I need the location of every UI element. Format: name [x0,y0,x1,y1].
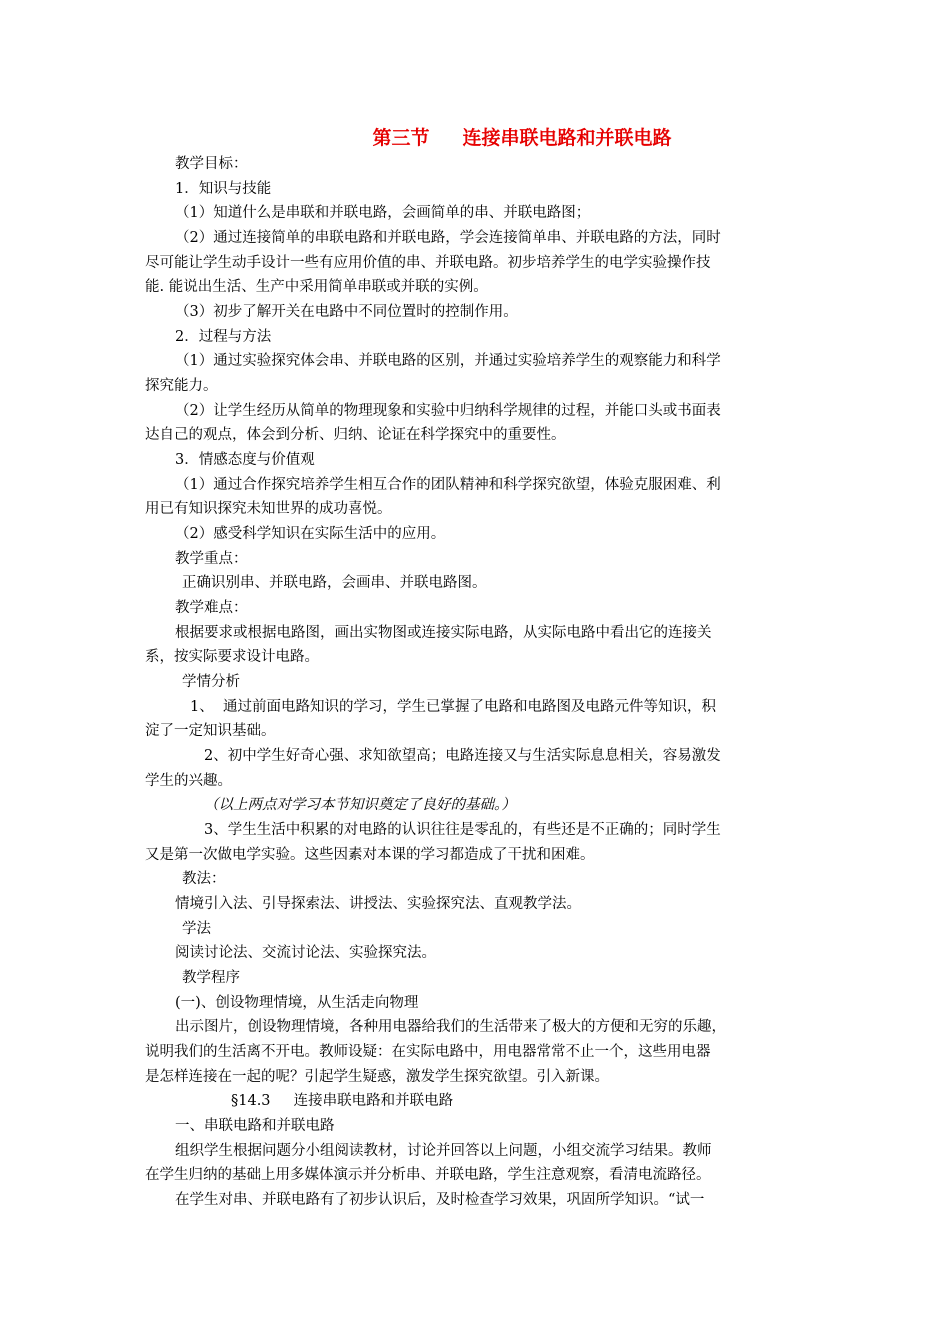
text-line-3: （1）知道什么是串联和并联电路，会画简单的串、并联电路图； [175,205,591,221]
text-line-22: 学情分析 [182,674,240,690]
text-line-42: 在学生归纳的基础上用多媒体演示并分析串、并联电路，学生注意观察，看清电流路径。 [145,1167,711,1183]
text-line-32: 学法 [182,921,211,937]
text-line-43: 在学生对串、并联电路有了初步认识后，及时检查学习效果，巩固所学知识。“试一 [175,1192,705,1208]
text-line-38: 是怎样连接在一起的呢？引起学生疑惑，激发学生探究欲望。引入新课。 [145,1069,609,1085]
text-line-1: 教学目标： [175,156,248,172]
text-line-36: 出示图片，创设物理情境，各种用电器给我们的生活带来了极大的方便和无穷的乐趣， [175,1019,726,1035]
text-line-28: 3、学生生活中积累的对电路的认识往往是零乱的，有些还是不正确的；同时学生 [204,822,721,838]
text-line-14: （1）通过合作探究培养学生相互合作的团队精神和科学探究欲望，体验克服困难、利 [175,477,721,493]
text-line-41: 组织学生根据问题分小组阅读教材，讨论并回答以上问题，小组交流学习结果。教师 [175,1143,712,1159]
text-line-33: 阅读讨论法、交流讨论法、实验探究法。 [175,945,436,961]
text-line-8: 2．过程与方法 [175,329,272,345]
text-line-27: （以上两点对学习本节知识奠定了良好的基础。） [204,797,516,813]
text-line-13: 3．情感态度与价值观 [175,452,315,468]
text-line-9: （1）通过实验探究体会串、并联电路的区别，并通过实验培养学生的观察能力和科学 [175,353,721,369]
text-line-5: 尽可能让学生动手设计一些有应用价值的串、并联电路。初步培养学生的电学实验操作技 [145,255,711,271]
text-line-4: （2）通过连接简单的串联电路和并联电路，学会连接简单串、并联电路的方法，同时 [175,230,721,246]
text-line-10: 探究能力。 [145,378,218,394]
text-line-26: 学生的兴趣。 [145,773,232,789]
text-line-34: 教学程序 [182,970,240,986]
text-line-29: 又是第一次做电学实验。这些因素对本课的学习都造成了干扰和困难。 [145,847,595,863]
text-line-16: （2）感受科学知识在实际生活中的应用。 [175,526,446,542]
text-line-37: 说明我们的生活离不开电。教师设疑：在实际电路中，用电器常常不止一个，这些用电器 [145,1044,711,1060]
text-line-25: 2、初中学生好奇心强、求知欲望高；电路连接又与生活实际息息相关，容易激发 [204,748,721,764]
text-line-12: 达自己的观点，体会到分析、归纳、论证在科学探究中的重要性。 [145,427,566,443]
text-line-35: (一)、创设物理情境，从生活走向物理 [175,995,419,1011]
text-line-23: 1、 通过前面电路知识的学习，学生已掌握了电路和电路图及电路元件等知识，积 [190,699,716,715]
text-line-6: 能. 能说出生活、生产中采用简单串联或并联的实例。 [145,279,488,295]
text-line-15: 用已有知识探究未知世界的成功喜悦。 [145,501,392,517]
text-line-11: （2）让学生经历从简单的物理现象和实验中归纳科学规律的过程，并能口头或书面表 [175,403,721,419]
text-line-18: 正确识别串、并联电路，会画串、并联电路图。 [182,575,487,591]
text-line-40: 一、串联电路和并联电路 [175,1118,335,1134]
text-line-17: 教学重点： [175,551,248,567]
text-line-21: 系，按实际要求设计电路。 [145,649,319,665]
text-line-30: 教法： [182,871,226,887]
section-title: 第三节 连接串联电路和并联电路 [372,127,672,149]
text-line-31: 情境引入法、引导探索法、讲授法、实验探究法、直观教学法。 [175,896,581,912]
text-line-19: 教学难点： [175,600,248,616]
text-line-24: 淀了一定知识基础。 [145,723,276,739]
text-line-20: 根据要求或根据电路图，画出实物图或连接实际电路，从实际电路中看出它的连接关 [175,625,712,641]
text-line-39: §14.3 连接串联电路和并联电路 [231,1093,454,1109]
text-line-2: 1．知识与技能 [175,181,272,197]
text-line-7: （3）初步了解开关在电路中不同位置时的控制作用。 [175,304,518,320]
